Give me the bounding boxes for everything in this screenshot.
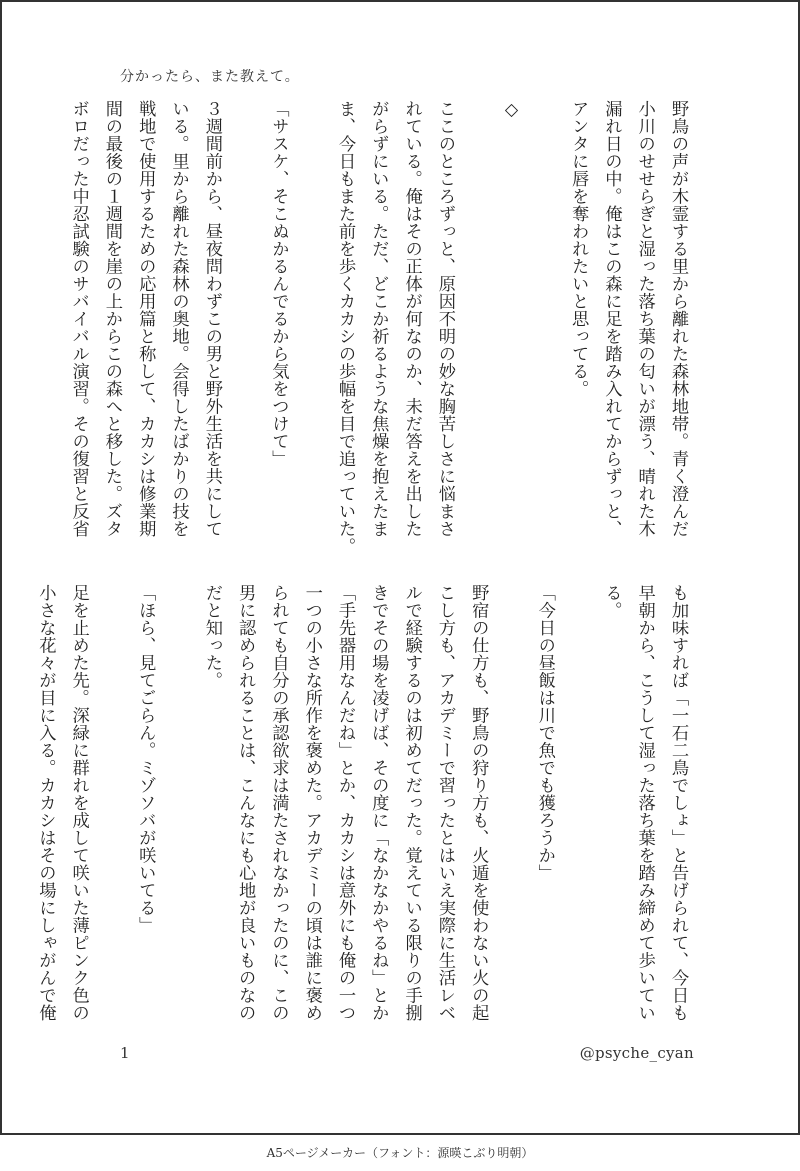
top-text-column: [68, 100, 694, 555]
text-line: [461, 100, 494, 540]
text-line: 男に認められることは、こんなにも心地が良いものなの: [235, 584, 256, 1022]
text-line: [561, 584, 594, 1024]
text-line: [228, 100, 261, 540]
text-line: も加味すれば「一石二鳥でしょ」と告げられて、今日も: [668, 584, 688, 1022]
text-line: [95, 584, 128, 1024]
bottom-text-column: [35, 584, 694, 1024]
text-line: 「今日の昼飯は川で魚でも獲ろうか」: [534, 584, 555, 882]
text-line: 早朝から、こうして湿った落ち葉を踏み締めて歩いてい: [634, 584, 655, 1022]
text-line: 「ほら、見てごらん。ミゾソバが咲いてる」: [135, 584, 156, 934]
text-line: きでその場を凌げば、その度に「なかなかやるね」とか: [368, 584, 389, 1022]
text-line: 間の最後の１週間を崖の上からこの森へと移した。ズタ: [101, 100, 122, 538]
text-line: 「手先器用なんだね」とか、カカシは意外にも俺の一つ: [335, 584, 356, 1022]
text-line: 一つの小さな所作を褒めた。アカデミーの頃は誰に褒め: [301, 584, 322, 1022]
text-line: だと知った。: [201, 584, 222, 689]
text-line: ま、今日もまた前を歩くカカシの歩幅を目で追っていた。: [335, 100, 356, 555]
text-line: ここのところずっと、原因不明の妙な胸苦しさに悩まさ: [434, 100, 455, 538]
text-line: いる。里から離れた森林の奥地。会得したばかりの技を: [168, 100, 189, 538]
text-line: 戦地で使用するための応用篇と称して、カカシは修業期: [135, 100, 156, 538]
text-line: こし方も、アカデミーで習ったとはいえ実際に生活レベ: [434, 584, 455, 1022]
text-line: ルで経験するのは初めてだった。覚えている限りの手捌: [401, 584, 422, 1022]
text-line: [494, 584, 527, 1024]
text-line: がらずにいる。ただ、どこか祈るような焦燥を抱えたま: [368, 100, 389, 538]
text-line: ３週間前から、昼夜問わずこの男と野外生活を共にして: [201, 100, 222, 538]
text-line: 小さな花々が目に入る。カカシはその場にしゃがんで俺: [35, 584, 56, 1022]
text-line: 足を止めた先。深緑に群れを成して咲いた薄ピンク色の: [68, 584, 89, 1022]
page-number: 1: [120, 1044, 130, 1062]
author-handle: @psyche_cyan: [579, 1044, 694, 1062]
text-line: 野鳥の声が木霊する里から離れた森林地帯。青く澄んだ: [668, 100, 688, 538]
text-line: 野宿の仕方も、野鳥の狩り方も、火遁を使わない火の起: [468, 584, 489, 1022]
text-line: アンタに唇を奪われたいと思ってる。: [568, 100, 589, 398]
text-line: られても自分の承認欲求は満たされなかったのに、この: [268, 584, 289, 1022]
page-maker-caption: A5ページメーカー（フォント：源暎こぶり明朝）: [266, 1146, 534, 1160]
text-line: ◇: [501, 100, 522, 121]
text-line: [294, 100, 327, 540]
text-line: [528, 100, 561, 540]
text-line: る。: [601, 584, 622, 619]
text-line: [161, 584, 194, 1024]
text-line: ボロだった中忍試験のサバイバル演習。その復習と反省: [68, 100, 89, 538]
text-line: れている。俺はその正体が何なのか、未だ答えを出した: [401, 100, 422, 538]
text-line: 小川のせせらぎと湿った落ち葉の匂いが漂う、晴れた木: [634, 100, 655, 538]
text-line: 漏れ日の中。俺はこの森に足を踏み入れてからずっと、: [601, 100, 622, 538]
header-line: 分かったら、また教えて。: [120, 69, 300, 85]
text-line: 「サスケ、そこぬかるんでるから気をつけて」: [268, 100, 289, 468]
